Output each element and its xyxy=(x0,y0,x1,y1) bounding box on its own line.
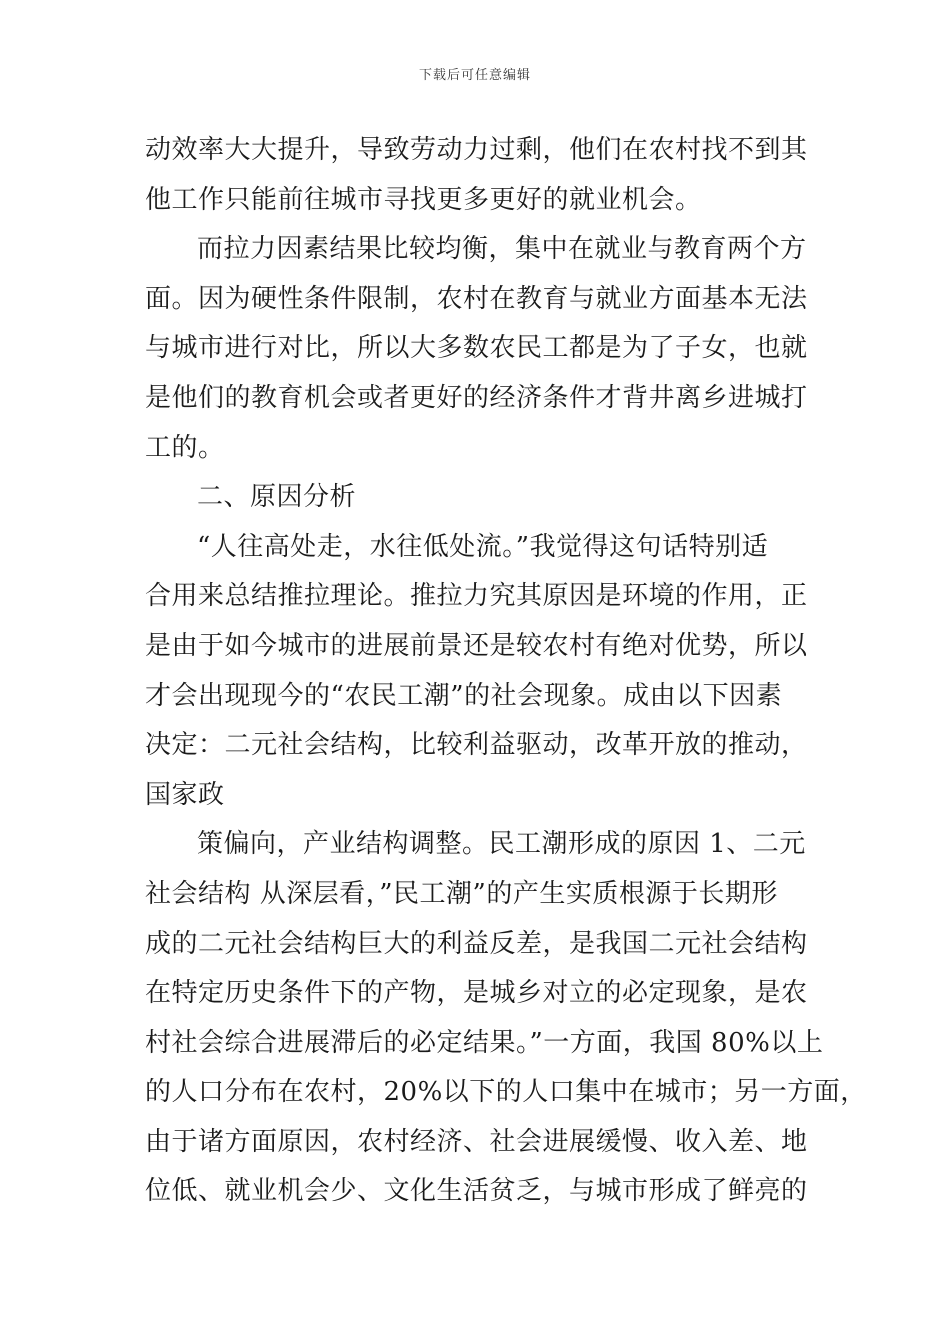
document-body xyxy=(145,126,867,1217)
text-line: 面。因为硬性条件限制，农村在教育与就业方面基本无法 xyxy=(145,283,808,314)
text-line: 由于诸方面原因，农村经济、社会进展缓慢、收入差、地 xyxy=(145,1126,808,1157)
text-line: 成的二元社会结构巨大的利益反差，是我国二元社会结构 xyxy=(145,928,808,959)
text-line: 动效率大大提升，导致劳动力过剩，他们在农村找不到其 xyxy=(145,135,808,165)
text-line: 他工作只能前往城市寻找更多更好的就业机会。 xyxy=(145,184,702,215)
paragraph-start-line: “人往高处走，水往低处流。”我觉得这句话特别适 xyxy=(197,531,769,562)
text-line: 是他们的教育机会或者更好的经济条件才背井离乡进城打 xyxy=(145,382,808,413)
text-line: 决定：二元社会结构，比较利益驱动，改革开放的推动， xyxy=(145,730,808,761)
paragraph-start-line: 而拉力因素结果比较均衡，集中在就业与教育两个方 xyxy=(197,234,807,265)
paragraph-start-line: 策偏向，产业结构调整。民工潮形成的原因 1、二元 xyxy=(197,829,806,860)
text-line: 在特定历史条件下的产物，是城乡对立的必定现象，是农 xyxy=(145,978,808,1009)
text-line: 位低、就业机会少、文化生活贫乏，与城市形成了鲜亮的 xyxy=(145,1176,808,1207)
page-header: 下载后可任意编辑 xyxy=(418,68,531,83)
text-line: 合用来总结推拉理论。推拉力究其原因是环境的作用，正 xyxy=(145,581,808,612)
text-line: 国家政 xyxy=(145,779,225,810)
text-line: 社会结构 从深层看，”民工潮”的产生实质根源于长期形 xyxy=(145,878,778,909)
text-line: 村社会综合进展滞后的必定结果。”一方面，我国 80%以上 xyxy=(145,1027,824,1058)
text-line: 是由于如今城市的进展前景还是较农村有绝对优势，所以 xyxy=(145,630,808,661)
text-line: 才会出现现今的“农民工潮”的社会现象。成由以下因素 xyxy=(145,680,783,711)
text-line: 的人口分布在农村，20%以下的人口集中在城市；另一方面， xyxy=(145,1077,867,1108)
section-heading: 二、原因分析 xyxy=(197,482,357,513)
text-line: 与城市进行对比，所以大多数农民工都是为了子女，也就 xyxy=(145,333,808,364)
text-line: 工的。 xyxy=(145,432,225,463)
